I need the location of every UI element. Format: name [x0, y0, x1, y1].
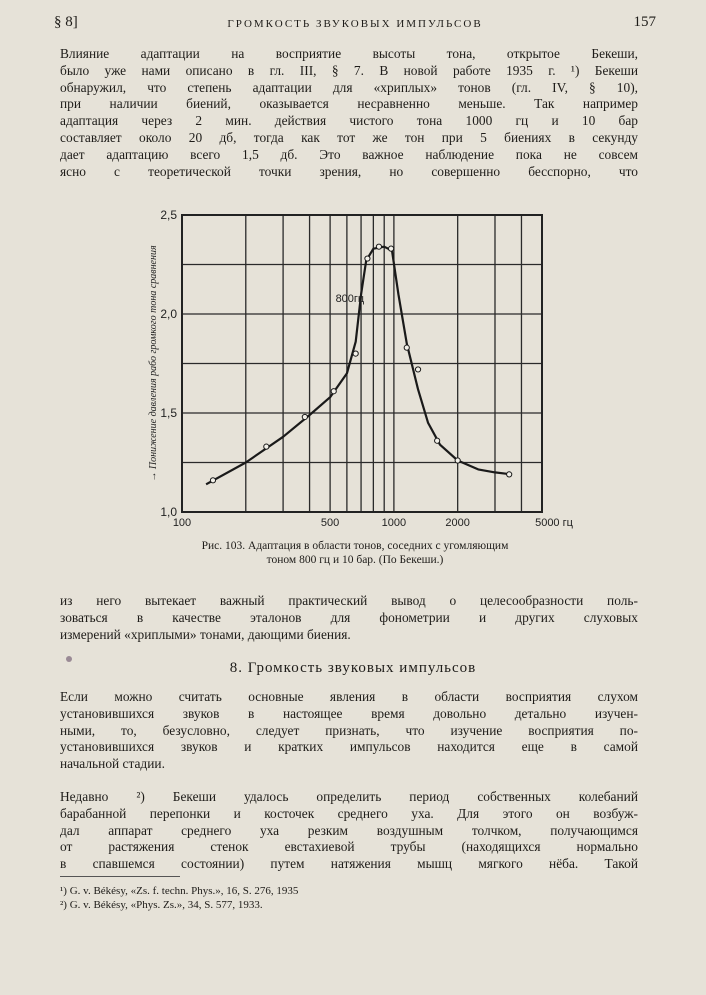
text-line: измерений «хриплыми» тонами, дающими биения. — [60, 626, 351, 642]
text-line: барабанной перепонки и косточек среднего уха. Для этого он возбуж- — [60, 805, 638, 821]
x-tick-label: 2000 — [445, 517, 470, 529]
series-curve-800hz — [206, 247, 512, 485]
text-line: из него вытекает важный практический вывод о целесообразности поль- — [60, 593, 638, 608]
text-line: обнаружил, что степень адаптации для «хриплых» тонов (гл. IV, § 10), — [60, 79, 638, 95]
section-title: 8. Громкость звуковых импульсов — [229, 660, 477, 676]
footnote-rule — [60, 876, 180, 877]
paragraph-impulses — [60, 689, 638, 773]
text-line: установившихся звуков в настоящее время довольно детально изучен- — [60, 705, 638, 721]
data-point — [264, 444, 269, 449]
data-point — [415, 367, 420, 372]
data-point — [376, 244, 381, 249]
text-line: ными, то, безусловно, следует признать, что изучение восприятия по- — [60, 722, 638, 738]
text-line: начальной стадии. — [60, 756, 165, 772]
data-point — [404, 345, 409, 350]
paragraph-bekesy — [60, 789, 638, 873]
data-point — [455, 458, 460, 463]
data-point — [507, 472, 512, 477]
data-point — [210, 478, 215, 483]
x-tick-label: 1000 — [381, 517, 407, 529]
data-point — [388, 246, 393, 251]
text-line: Если можно считать основные явления в области восприятия слухом — [60, 689, 638, 704]
text-line: установившихся звуков и кратких импульсов находится еще в самой — [60, 739, 638, 755]
running-title: ГРОМКОСТЬ ЗВУКОВЫХ ИМПУЛЬСОВ — [227, 18, 483, 30]
figure-caption — [110, 539, 600, 567]
text-line: дает адаптацию всего 1,5 дб. Это важное наблюдение пока не совсем — [60, 146, 638, 162]
paragraph-adaptation — [60, 46, 638, 180]
caption-line: Рис. 103. Адаптация в области тонов, соседних с угомляющим — [201, 540, 509, 552]
data-point — [331, 389, 336, 394]
footnote: ¹) G. v. Békésy, «Zs. f. techn. Phys.», 16, S. 276, 1935 — [60, 885, 299, 897]
text-line: адаптация через 2 мин. действия чистого тона 1000 гц и 10 бар — [60, 113, 638, 129]
page-number: 157 — [633, 14, 656, 30]
text-line: ясно с теоретической точки зрения, но совершенно бесспорно, что — [60, 163, 638, 179]
text-line: при наличии биений, оказывается несравненно меньше. Так например — [60, 96, 638, 112]
text-line: составляет около 20 дб, тогда как тот же тон при 5 биениях в секунду — [60, 129, 638, 145]
y-tick-label: 1,5 — [160, 406, 177, 420]
data-point — [353, 351, 358, 356]
footnotes — [60, 884, 480, 912]
y-tick-label: 1,0 — [160, 505, 177, 519]
y-tick-label: 2,5 — [160, 208, 177, 222]
x-tick-label: 500 — [320, 517, 340, 529]
data-point — [302, 414, 307, 419]
text-line: в спавшемся состоянии) путем натяжения мышц мягкого нёба. Такой — [60, 856, 638, 872]
footnote: ²) G. v. Békésy, «Phys. Zs.», 34, S. 577, 1933. — [60, 899, 263, 911]
caption-line: тоном 800 гц и 10 бар. (По Бекеши.) — [266, 554, 444, 566]
x-tick-label: 100 — [172, 517, 192, 529]
data-point — [365, 256, 370, 261]
paragraph-conclusion — [60, 593, 638, 643]
x-tick-label: 5000 гц — [535, 517, 573, 529]
curve-label: 800гц — [335, 293, 365, 306]
text-line: Недавно ²) Бекеши удалось определить период собственных колебаний — [60, 789, 638, 804]
text-line: дал аппарат среднего уха резким воздушным толчком, получающимся — [60, 822, 638, 838]
text-line: Влияние адаптации на восприятие высоты тона, открытое Бекеши, — [60, 46, 638, 61]
adaptation-chart — [140, 200, 580, 530]
data-point — [435, 438, 440, 443]
text-line: зоваться в качестве эталонов для фонометрии и других слуховых — [60, 609, 638, 625]
text-line: было уже нами описано в гл. III, § 7. В новой работе 1935 г. ¹) Бекеши — [60, 62, 638, 78]
y-tick-label: 2,0 — [160, 307, 177, 321]
section-marker: § 8] — [54, 14, 78, 30]
running-header — [54, 14, 656, 36]
text-line: от растяжения стенок евстахиевой трубы (находящихся нормально — [60, 839, 638, 855]
y-axis-label: → Понижение давления рабо громкого тона сравнения — [148, 245, 159, 482]
